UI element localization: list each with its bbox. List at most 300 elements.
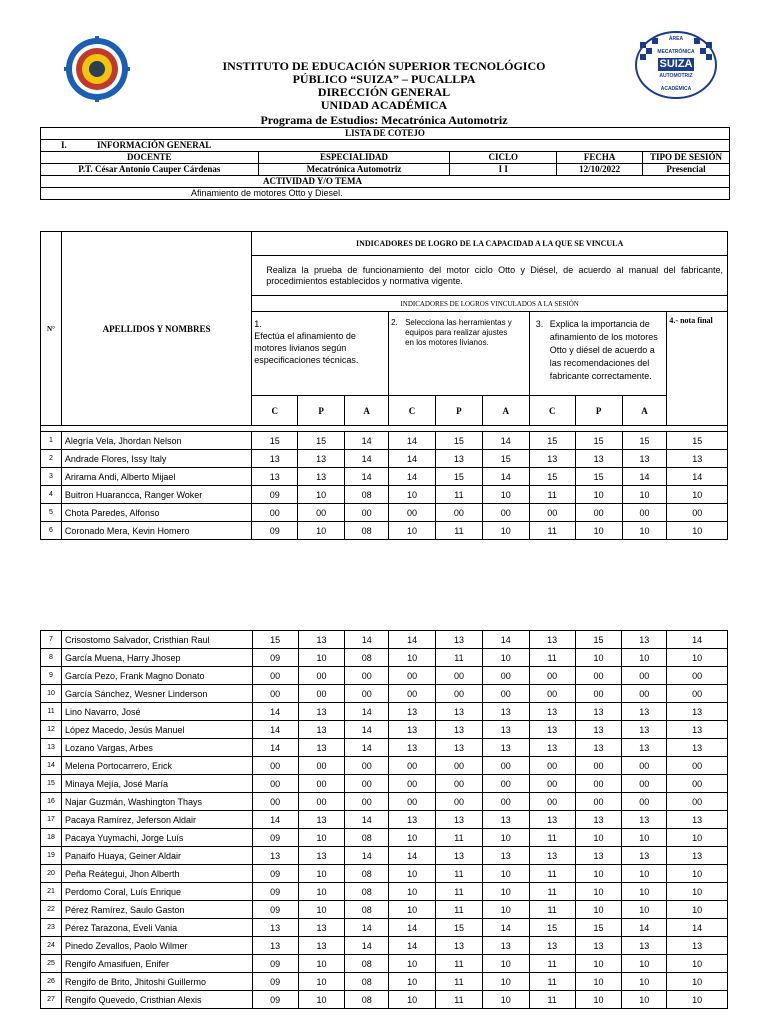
- grade-cell: 08: [345, 991, 389, 1009]
- docente-header: DOCENTE: [41, 152, 259, 164]
- student-name: Pérez Tarazona, Eveli Vania: [61, 919, 252, 937]
- grade-cell: 13: [622, 847, 667, 865]
- final-grade: 14: [667, 468, 728, 486]
- grade-cell: 13: [435, 450, 482, 468]
- fecha-header: FECHA: [557, 152, 643, 164]
- grade-cell: 10: [622, 991, 667, 1009]
- grade-cell: 14: [482, 631, 529, 649]
- grade-cell: 11: [436, 649, 483, 667]
- grade-cell: 15: [436, 919, 483, 937]
- grade-cell: 15: [575, 631, 622, 649]
- grade-cell: 10: [575, 522, 622, 540]
- grade-cell: 00: [345, 757, 389, 775]
- grade-cell: 15: [622, 432, 667, 450]
- grade-cell: 10: [622, 649, 667, 667]
- grade-cell: 15: [575, 468, 622, 486]
- section-number: I.: [61, 140, 67, 150]
- student-row: [41, 667, 728, 685]
- row-number: 18: [41, 829, 62, 847]
- grade-cell: 15: [482, 450, 529, 468]
- student-name: Arirama Andi, Alberto Mijael: [61, 468, 251, 486]
- grade-cell: 00: [482, 685, 529, 703]
- grade-cell: 10: [482, 486, 529, 504]
- grade-cell: 10: [389, 973, 436, 991]
- grade-cell: 11: [436, 883, 483, 901]
- grade-cell: 00: [435, 504, 482, 522]
- final-grade-header: 4.- nota final: [667, 312, 728, 426]
- logo-sub-text: AUTOMOTRIZ: [659, 73, 693, 79]
- grade-cell: 10: [575, 955, 622, 973]
- grade-cell: 15: [435, 468, 482, 486]
- grade-cell: 13: [529, 811, 575, 829]
- grade-cell: 00: [529, 667, 575, 685]
- student-name: Perdomo Coral, Luís Enrique: [61, 883, 252, 901]
- grade-cell: 13: [482, 703, 529, 721]
- logo-brand-text: SUIZA: [659, 58, 693, 70]
- grade-cell: 13: [575, 721, 622, 739]
- grade-cell: 00: [529, 685, 575, 703]
- logo-top-text: ÁREA: [668, 36, 684, 42]
- grade-cell: 10: [389, 486, 436, 504]
- grade-cell: 13: [389, 703, 436, 721]
- grade-cell: 13: [389, 811, 436, 829]
- ciclo-header: CICLO: [450, 152, 557, 164]
- grade-cell: 10: [389, 991, 436, 1009]
- ind2-c-header: C: [389, 396, 436, 426]
- grade-cell: 10: [482, 955, 529, 973]
- header-line-2: PÚBLICO “SUIZA” – PUCALLPA: [292, 72, 476, 86]
- grade-cell: 00: [345, 667, 389, 685]
- grade-cell: 11: [435, 486, 482, 504]
- row-number: 9: [41, 667, 62, 685]
- final-grade: 00: [667, 775, 728, 793]
- section-heading: [41, 140, 730, 152]
- grade-cell: 00: [298, 793, 345, 811]
- grade-cell: 13: [298, 468, 345, 486]
- grade-cell: 10: [622, 865, 667, 883]
- grade-cell: 13: [298, 811, 345, 829]
- grade-cell: 08: [345, 486, 389, 504]
- grade-cell: 13: [298, 739, 345, 757]
- grade-cell: 11: [529, 883, 575, 901]
- evaluation-table-part-2: [40, 630, 728, 1009]
- grade-cell: 13: [298, 703, 345, 721]
- grade-cell: 13: [436, 847, 483, 865]
- grade-cell: 10: [389, 865, 436, 883]
- grade-cell: 14: [622, 919, 667, 937]
- grade-cell: 10: [575, 865, 622, 883]
- grade-cell: 08: [345, 865, 389, 883]
- student-row: [41, 685, 728, 703]
- student-row: [41, 793, 728, 811]
- grade-cell: 11: [529, 649, 575, 667]
- student-row: [41, 432, 728, 450]
- grade-cell: 10: [575, 649, 622, 667]
- grade-cell: 00: [298, 504, 345, 522]
- grade-cell: 00: [252, 685, 298, 703]
- grade-cell: 13: [575, 937, 622, 955]
- grade-cell: 09: [252, 649, 298, 667]
- grade-cell: 14: [345, 937, 389, 955]
- grade-cell: 00: [622, 667, 667, 685]
- student-row: [41, 811, 728, 829]
- grade-cell: 10: [575, 883, 622, 901]
- grade-cell: 09: [252, 486, 298, 504]
- grade-cell: 13: [436, 739, 483, 757]
- student-name: Lino Navarro, José: [61, 703, 252, 721]
- row-number: 4: [41, 486, 62, 504]
- grade-cell: 00: [482, 793, 529, 811]
- ind1-a-header: A: [345, 396, 389, 426]
- final-grade: 10: [667, 649, 728, 667]
- grade-cell: 00: [298, 757, 345, 775]
- grade-cell: 10: [575, 991, 622, 1009]
- grade-cell: 10: [482, 973, 529, 991]
- grade-cell: 08: [345, 883, 389, 901]
- final-grade: 10: [667, 486, 728, 504]
- grade-cell: 00: [252, 757, 298, 775]
- row-number: 20: [41, 865, 62, 883]
- student-row: [41, 468, 728, 486]
- final-grade: 00: [667, 793, 728, 811]
- grade-cell: 10: [389, 901, 436, 919]
- names-header: APELLIDOS Y NOMBRES: [61, 232, 251, 426]
- header-line-3: DIRECCIÓN GENERAL: [317, 85, 451, 99]
- final-grade: 00: [667, 667, 728, 685]
- grade-cell: 13: [252, 937, 298, 955]
- final-grade: 10: [667, 883, 728, 901]
- row-number: 3: [41, 468, 62, 486]
- grade-cell: 13: [575, 703, 622, 721]
- student-name: Pérez Ramírez, Saulo Gaston: [61, 901, 252, 919]
- grade-cell: 10: [298, 865, 345, 883]
- grade-cell: 13: [298, 847, 345, 865]
- grade-cell: 08: [345, 649, 389, 667]
- grade-cell: 00: [575, 504, 622, 522]
- grade-cell: 13: [389, 739, 436, 757]
- grade-cell: 14: [389, 450, 436, 468]
- grade-cell: 00: [529, 504, 575, 522]
- student-rows-part-1: [41, 432, 728, 540]
- grade-cell: 10: [298, 883, 345, 901]
- grade-cell: 00: [389, 504, 436, 522]
- grade-cell: 00: [436, 757, 483, 775]
- grade-cell: 11: [436, 991, 483, 1009]
- ind3-p-header: P: [575, 396, 622, 426]
- grade-cell: 13: [529, 631, 575, 649]
- grade-cell: 11: [436, 955, 483, 973]
- student-name: Alegría Vela, Jhordan Nelson: [61, 432, 251, 450]
- grade-cell: 00: [252, 504, 298, 522]
- grade-cell: 15: [529, 919, 575, 937]
- grade-cell: 00: [345, 685, 389, 703]
- student-row: [41, 721, 728, 739]
- grade-cell: 10: [298, 486, 345, 504]
- grade-cell: 10: [298, 973, 345, 991]
- grade-cell: 10: [622, 522, 667, 540]
- grade-cell: 14: [252, 739, 298, 757]
- grade-cell: 15: [435, 432, 482, 450]
- student-name: Pacaya Yuymachi, Jorge Luís: [61, 829, 252, 847]
- grade-cell: 00: [529, 793, 575, 811]
- list-title: LISTA DE COTEJO: [41, 128, 730, 140]
- tipo-sesion-value: Presencial: [643, 164, 730, 176]
- grade-cell: 00: [622, 504, 667, 522]
- final-grade: 13: [667, 450, 728, 468]
- student-row: [41, 504, 728, 522]
- student-name: Panaifo Huaya, Geiner Aldair: [61, 847, 252, 865]
- student-row: [41, 649, 728, 667]
- grade-cell: 09: [252, 991, 298, 1009]
- grade-cell: 00: [622, 685, 667, 703]
- logo-mid-text: MECATRÓNICA: [657, 49, 695, 55]
- activity-value: Afinamiento de motores Otto y Diesel.: [41, 188, 730, 200]
- number-header: N°: [41, 232, 62, 426]
- grade-cell: 14: [482, 919, 529, 937]
- grade-cell: 11: [436, 865, 483, 883]
- final-grade: 15: [667, 432, 728, 450]
- grade-cell: 00: [298, 685, 345, 703]
- grade-cell: 00: [345, 504, 389, 522]
- grade-cell: 00: [529, 757, 575, 775]
- program-title: Programa de Estudios: Mecatrónica Automotriz: [260, 113, 508, 127]
- grade-cell: 13: [482, 739, 529, 757]
- indicators-title: INDICADORES DE LOGRO DE LA CAPACIDAD A LA QUE SE VINCULA: [252, 232, 728, 256]
- student-row: [41, 450, 728, 468]
- final-grade: 13: [667, 721, 728, 739]
- grade-cell: 10: [622, 901, 667, 919]
- student-name: Rengifo Amasifuen, Enifer: [61, 955, 252, 973]
- final-grade: 00: [667, 685, 728, 703]
- grade-cell: 11: [529, 955, 575, 973]
- final-grade: 13: [667, 847, 728, 865]
- student-name: Lozano Vargas, Arbes: [61, 739, 252, 757]
- grade-cell: 14: [252, 811, 298, 829]
- row-number: 5: [41, 504, 62, 522]
- grade-cell: 13: [436, 937, 483, 955]
- student-name: Pacaya Ramírez, Jeferson Aldair: [61, 811, 252, 829]
- grade-cell: 10: [298, 991, 345, 1009]
- student-name: Coronado Mera, Kevin Homero: [61, 522, 251, 540]
- student-name: Peña Reátegui, Jhon Alberth: [61, 865, 252, 883]
- row-number: 1: [41, 432, 62, 450]
- grade-cell: 13: [622, 721, 667, 739]
- grade-cell: 13: [575, 811, 622, 829]
- grade-cell: 11: [529, 973, 575, 991]
- student-row: [41, 739, 728, 757]
- grade-cell: 13: [252, 847, 298, 865]
- grade-cell: 13: [389, 721, 436, 739]
- row-number: 10: [41, 685, 62, 703]
- grade-cell: 14: [389, 847, 436, 865]
- final-grade: 10: [667, 973, 728, 991]
- grade-cell: 11: [436, 973, 483, 991]
- student-row: [41, 901, 728, 919]
- general-info-table: [40, 127, 730, 200]
- row-number: 12: [41, 721, 62, 739]
- row-number: 8: [41, 649, 62, 667]
- grade-cell: 09: [252, 883, 298, 901]
- final-grade: 00: [667, 504, 728, 522]
- grade-cell: 13: [529, 721, 575, 739]
- grade-cell: 10: [389, 522, 436, 540]
- tipo-sesion-header: TIPO DE SESIÓN: [643, 152, 730, 164]
- student-row: [41, 955, 728, 973]
- grade-cell: 13: [252, 450, 298, 468]
- final-grade: 14: [667, 919, 728, 937]
- grade-cell: 00: [252, 775, 298, 793]
- grade-cell: 00: [622, 757, 667, 775]
- grade-cell: 10: [622, 973, 667, 991]
- grade-cell: 11: [436, 901, 483, 919]
- student-name: Melena Portocarrero, Erick: [61, 757, 252, 775]
- grade-cell: 00: [389, 667, 436, 685]
- student-row: [41, 847, 728, 865]
- grade-cell: 13: [529, 847, 575, 865]
- docente-value: P.T. César Antonio Cauper Cárdenas: [41, 164, 259, 176]
- final-grade: 10: [667, 522, 728, 540]
- indicator-2-text: Selecciona las herramientas y equipos para realizar ajustes en los motores livianos.: [405, 318, 512, 347]
- final-grade: 10: [667, 865, 728, 883]
- student-name: Buitron Huarancca, Ranger Woker: [61, 486, 251, 504]
- grade-cell: 10: [482, 901, 529, 919]
- row-number: 25: [41, 955, 62, 973]
- row-number: 2: [41, 450, 62, 468]
- grade-cell: 13: [436, 631, 483, 649]
- grade-cell: 11: [529, 522, 575, 540]
- grade-cell: 00: [345, 793, 389, 811]
- student-name: Crisostomo Salvador, Cristhian Raul: [61, 631, 252, 649]
- grade-cell: 10: [298, 649, 345, 667]
- grade-cell: 14: [345, 721, 389, 739]
- grade-cell: 10: [575, 829, 622, 847]
- student-row: [41, 865, 728, 883]
- indicator-2: [389, 312, 530, 396]
- grade-cell: 00: [345, 775, 389, 793]
- grade-cell: 00: [436, 775, 483, 793]
- grade-cell: 00: [389, 793, 436, 811]
- grade-cell: 00: [436, 667, 483, 685]
- grade-cell: 00: [529, 775, 575, 793]
- grade-cell: 14: [252, 703, 298, 721]
- grade-cell: 00: [482, 504, 529, 522]
- logo-bottom-text: ACADÉMICA: [660, 86, 692, 92]
- grade-cell: 13: [298, 937, 345, 955]
- row-number: 14: [41, 757, 62, 775]
- grade-cell: 11: [529, 991, 575, 1009]
- row-number: 26: [41, 973, 62, 991]
- grade-cell: 08: [345, 901, 389, 919]
- row-number: 21: [41, 883, 62, 901]
- grade-cell: 14: [345, 631, 389, 649]
- student-name: Rengifo de Brito, Jhitoshi Guillermo: [61, 973, 252, 991]
- grade-cell: 15: [529, 468, 575, 486]
- grade-cell: 13: [575, 450, 622, 468]
- grade-cell: 00: [436, 793, 483, 811]
- grade-cell: 14: [482, 432, 529, 450]
- final-grade: 10: [667, 991, 728, 1009]
- indicator-3: [529, 312, 667, 396]
- grade-cell: 14: [345, 847, 389, 865]
- grade-cell: 08: [345, 973, 389, 991]
- grade-cell: 10: [482, 649, 529, 667]
- final-grade: 13: [667, 937, 728, 955]
- capacity-text: Realiza la prueba de funcionamiento del motor ciclo Otto y Diésel, de acuerdo al manual del fabricante, procedimientos establecidos y normativa vigente.: [252, 256, 728, 296]
- indicator-1-number: 1.: [254, 319, 262, 329]
- final-grade: 14: [667, 631, 728, 649]
- grade-cell: 00: [622, 775, 667, 793]
- student-row: [41, 937, 728, 955]
- grade-cell: 14: [389, 468, 436, 486]
- grade-cell: 13: [436, 811, 483, 829]
- ind2-p-header: P: [435, 396, 482, 426]
- indicator-2-number: 2.: [391, 318, 398, 327]
- grade-cell: 00: [298, 667, 345, 685]
- ind1-p-header: P: [298, 396, 345, 426]
- grade-cell: 00: [252, 667, 298, 685]
- grade-cell: 10: [575, 486, 622, 504]
- grade-cell: 00: [482, 667, 529, 685]
- grade-cell: 14: [345, 468, 389, 486]
- grade-cell: 11: [529, 486, 575, 504]
- grade-cell: 10: [298, 522, 345, 540]
- grade-cell: 10: [482, 883, 529, 901]
- grade-cell: 14: [389, 631, 436, 649]
- grade-cell: 13: [622, 631, 667, 649]
- grade-cell: 08: [345, 522, 389, 540]
- ind2-a-header: A: [482, 396, 529, 426]
- grade-cell: 15: [529, 432, 575, 450]
- final-grade: 00: [667, 757, 728, 775]
- student-rows-part-2: [41, 631, 728, 1009]
- grade-cell: 13: [436, 703, 483, 721]
- grade-cell: 10: [389, 829, 436, 847]
- student-name: García Sánchez, Wesner Linderson: [61, 685, 252, 703]
- grade-cell: 00: [575, 757, 622, 775]
- grade-cell: 09: [252, 865, 298, 883]
- header-line-1: INSTITUTO DE EDUCACIÓN SUPERIOR TECNOLÓGICO: [222, 59, 546, 73]
- row-number: 16: [41, 793, 62, 811]
- grade-cell: 13: [298, 450, 345, 468]
- grade-cell: 10: [575, 973, 622, 991]
- grade-cell: 13: [529, 703, 575, 721]
- activity-title: ACTIVIDAD Y/O TEMA: [41, 176, 730, 188]
- final-grade: 10: [667, 829, 728, 847]
- student-name: López Macedo, Jesús Manuel: [61, 721, 252, 739]
- grade-cell: 14: [345, 739, 389, 757]
- grade-cell: 08: [345, 829, 389, 847]
- grade-cell: 13: [622, 703, 667, 721]
- student-name: Minaya Mejía, José María: [61, 775, 252, 793]
- grade-cell: 13: [298, 919, 345, 937]
- student-name: García Muena, Harry Jhosep: [61, 649, 252, 667]
- grade-cell: 00: [622, 793, 667, 811]
- indicator-3-text: Explica la importancia de afinamiento de los motores Otto y diésel de acuerdo a las recomendaciones del fabricante correctamente.: [549, 319, 658, 381]
- linked-indicators-title: INDICADORES DE LOGROS VINCULADOS A LA SESIÓN: [252, 296, 728, 312]
- grade-cell: 14: [482, 468, 529, 486]
- grade-cell: 14: [252, 721, 298, 739]
- grade-cell: 13: [529, 739, 575, 757]
- ciclo-value: I I: [450, 164, 557, 176]
- grade-cell: 14: [389, 432, 436, 450]
- grade-cell: 10: [482, 829, 529, 847]
- grade-cell: 14: [345, 450, 389, 468]
- grade-cell: 10: [482, 522, 529, 540]
- student-row: [41, 703, 728, 721]
- grade-cell: 10: [298, 829, 345, 847]
- grade-cell: 14: [622, 468, 667, 486]
- grade-cell: 11: [529, 829, 575, 847]
